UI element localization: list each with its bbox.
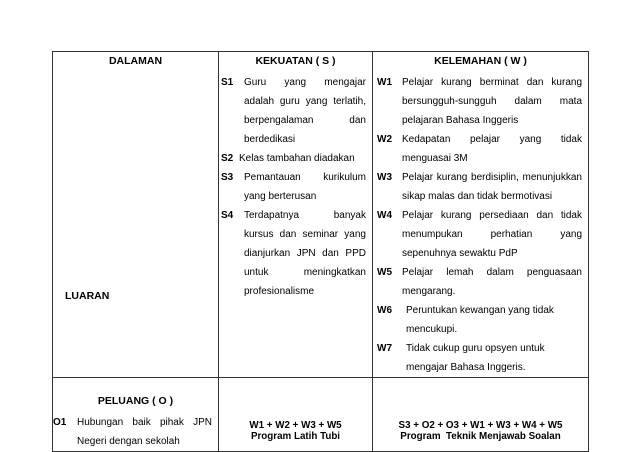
weakness-item [377, 73, 582, 130]
weakness-item [377, 263, 582, 301]
strategy-wo-formula: S3 + O2 + O3 + W1 + W3 + W4 + W5 [398, 420, 563, 431]
dalaman-cell [53, 52, 219, 378]
opportunity-code: O1 [53, 417, 67, 428]
weakness-item [377, 130, 582, 168]
opportunity-item [53, 413, 218, 451]
kekuatan-cell [219, 52, 373, 378]
peluang-cell [53, 378, 219, 452]
luaran-label: LUARAN [65, 290, 110, 302]
weakness-text: Pelajar kurang berminat dan kurang bersungguh-sungguh dalam mata pelajaran Bahasa Inggeris [402, 77, 582, 126]
strategy-so-program: Program Latih Tubi [250, 431, 341, 442]
strength-item [221, 206, 366, 301]
opportunity-text: Hubungan baik pihak JPN Negeri dengan sekolah [77, 417, 212, 447]
weakness-code: W5 [377, 267, 392, 278]
weakness-code: W7 [377, 343, 392, 354]
peluang-title: PELUANG ( O ) [97, 395, 174, 407]
dalaman-header: DALAMAN [108, 55, 163, 67]
weakness-text: Tidak cukup guru opsyen untuk mengajar Bahasa Inggeris. [406, 343, 545, 373]
strength-text: Pemantauan kurikulum yang berterusan [244, 172, 366, 202]
swot-table [52, 51, 589, 452]
strategy-wo-cell [373, 378, 589, 452]
weakness-item [377, 168, 582, 206]
weakness-list [373, 67, 588, 377]
strength-text: Kelas tambahan diadakan [239, 153, 355, 164]
strength-list [219, 67, 372, 301]
weakness-code: W1 [377, 77, 392, 88]
weakness-text: Pelajar kurang berdisiplin, menunjukkan sikap malas dan tidak bermotivasi [402, 172, 582, 202]
weakness-item [377, 339, 582, 377]
strength-item [221, 73, 366, 149]
strength-item [221, 149, 366, 168]
strength-code: S2 [221, 153, 234, 164]
weakness-text: Pelajar kurang persediaan dan tidak menumpukan perhatian yang sepenuhnya sewaktu PdP [402, 210, 582, 259]
strength-code: S4 [221, 210, 234, 221]
strength-text: Terdapatnya banyak kursus dan seminar yang dianjurkan JPN dan PPD untuk meningkatkan profesionalisme [244, 210, 366, 297]
weakness-text: Pelajar lemah dalam penguasaan mengarang. [402, 267, 582, 297]
weakness-item [377, 206, 582, 263]
weakness-code: W4 [377, 210, 392, 221]
weakness-code: W2 [377, 134, 392, 145]
weakness-code: W6 [377, 305, 392, 316]
weakness-code: W3 [377, 172, 392, 183]
weakness-text: Peruntukan kewangan yang tidak mencukupi. [406, 305, 554, 335]
strategy-wo-program: Program Teknik Menjawab Soalan [400, 431, 561, 442]
strength-text: Guru yang mengajar adalah guru yang terlatih, berpengalaman dan berdedikasi [244, 77, 366, 145]
kelemahan-cell [373, 52, 589, 378]
strategy-so-formula: W1 + W2 + W3 + W5 [249, 420, 342, 431]
strength-code: S1 [221, 77, 234, 88]
strength-code: S3 [221, 172, 234, 183]
kelemahan-header: KELEMAHAN ( W ) [434, 55, 527, 67]
strength-item [221, 168, 366, 206]
weakness-item [377, 301, 582, 339]
strategy-so-cell [219, 378, 373, 452]
kekuatan-header: KEKUATAN ( S ) [255, 55, 336, 67]
weakness-text: Kedapatan pelajar yang tidak menguasai 3M [402, 134, 582, 164]
